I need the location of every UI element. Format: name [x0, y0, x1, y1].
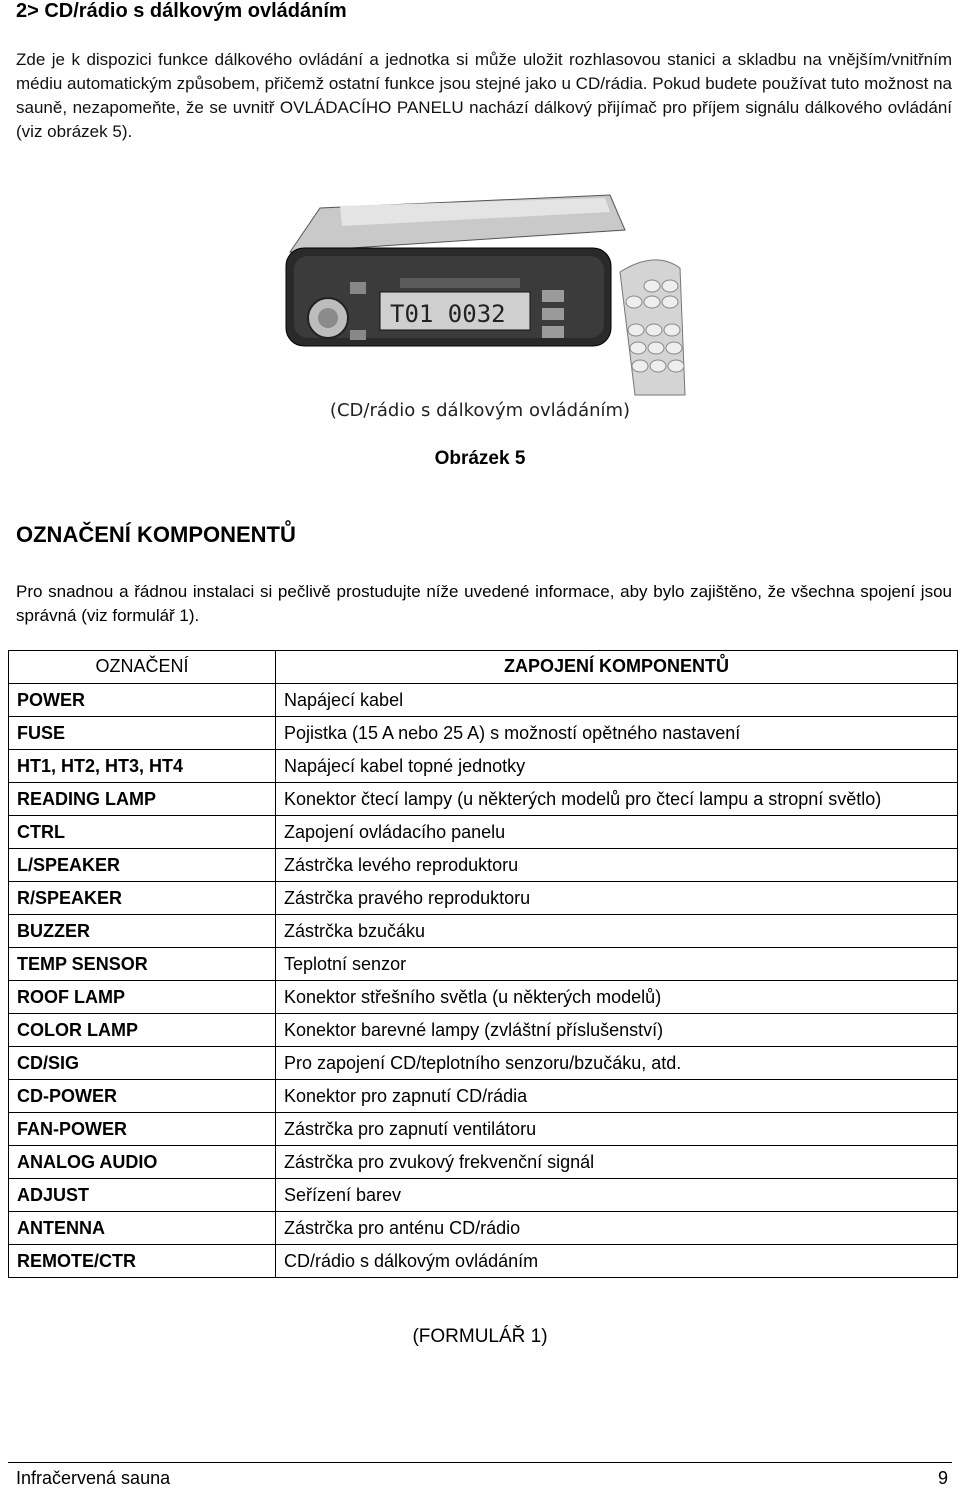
cd-radio-figure [280, 190, 700, 400]
component-description: Konektor čtecí lampy (u některých modelů pro čtecí lampu a stropní světlo) [276, 783, 958, 816]
figure-caption: (CD/rádio s dálkovým ovládáním) [329, 400, 631, 421]
component-label: POWER [9, 684, 276, 717]
component-description: Seřízení barev [276, 1179, 958, 1212]
table-body [9, 684, 958, 1278]
table-row [9, 1014, 958, 1047]
component-label: L/SPEAKER [9, 849, 276, 882]
table-row [9, 849, 958, 882]
component-description: Zástrčka bzučáku [276, 915, 958, 948]
component-label: CD/SIG [9, 1047, 276, 1080]
table-row [9, 783, 958, 816]
display-readout: T01 0032 [390, 300, 506, 328]
page-number: 9 [937, 1468, 948, 1488]
table-row [9, 750, 958, 783]
table-row [9, 1179, 958, 1212]
component-label: FAN-POWER [9, 1113, 276, 1146]
component-description: Napájecí kabel topné jednotky [276, 750, 958, 783]
table-row [9, 882, 958, 915]
components-heading: OZNAČENÍ KOMPONENTŮ [16, 522, 296, 547]
component-label: CTRL [9, 816, 276, 849]
table-row [9, 816, 958, 849]
table-row [9, 981, 958, 1014]
component-description: Pojistka (15 A nebo 25 A) s možností opětného nastavení [276, 717, 958, 750]
component-description: Zástrčka levého reproduktoru [276, 849, 958, 882]
component-description: Zapojení ovládacího panelu [276, 816, 958, 849]
component-label: COLOR LAMP [9, 1014, 276, 1047]
instructions-paragraph: Pro snadnou a řádnou instalaci si pečlivě prostudujte níže uvedené informace, aby bylo zajištěno, že všechna spojení jsou správná (viz formulář 1). [16, 582, 952, 625]
component-label: BUZZER [9, 915, 276, 948]
component-description: Konektor pro zapnutí CD/rádia [276, 1080, 958, 1113]
component-description: Napájecí kabel [276, 684, 958, 717]
remote-control [620, 260, 685, 395]
figure-label: Obrázek 5 [434, 448, 526, 469]
table-row [9, 1146, 958, 1179]
cd-radio-image [280, 190, 700, 400]
section-title: 2> CD/rádio s dálkovým ovládáním [16, 0, 347, 22]
footer-divider [8, 1462, 952, 1463]
component-description: Teplotní senzor [276, 948, 958, 981]
component-label: ANALOG AUDIO [9, 1146, 276, 1179]
component-label: FUSE [9, 717, 276, 750]
column-header-connection: ZAPOJENÍ KOMPONENTŮ [276, 651, 958, 684]
component-description: Konektor barevné lampy (zvláštní příslušenství) [276, 1014, 958, 1047]
component-label: TEMP SENSOR [9, 948, 276, 981]
component-description: Konektor střešního světla (u některých modelů) [276, 981, 958, 1014]
component-description: Zástrčka pro zapnutí ventilátoru [276, 1113, 958, 1146]
table-row [9, 1047, 958, 1080]
component-label: CD-POWER [9, 1080, 276, 1113]
component-description: Pro zapojení CD/teplotního senzoru/bzučáku, atd. [276, 1047, 958, 1080]
component-description: Zástrčka pro zvukový frekvenční signál [276, 1146, 958, 1179]
table-row [9, 1245, 958, 1278]
components-table [8, 650, 958, 1278]
intro-paragraph: Zde je k dispozici funkce dálkového ovládání a jednotka si může uložit rozhlasovou stanici a skladbu na vnějším/vnitřním médiu automatickým způsobem, přičemž ostatní funkce jsou stejné jako u CD/rádia. Pokud budete používat tuto možnost na sauně, nezapomeňte, že se uvnitř OVLÁDACÍHO PANELU nachází dálkový přijímač pro příjem signálu dálkového ovládání (viz obrázek 5). [16, 50, 952, 141]
form-label: (FORMULÁŘ 1) [412, 1326, 548, 1347]
component-description: Zástrčka pro anténu CD/rádio [276, 1212, 958, 1245]
table-row [9, 717, 958, 750]
table-header-row [9, 651, 958, 684]
table-row [9, 684, 958, 717]
table-row [9, 915, 958, 948]
component-label: R/SPEAKER [9, 882, 276, 915]
table-row [9, 948, 958, 981]
component-label: HT1, HT2, HT3, HT4 [9, 750, 276, 783]
component-label: ROOF LAMP [9, 981, 276, 1014]
component-label: ANTENNA [9, 1212, 276, 1245]
table-row [9, 1080, 958, 1113]
footer-title: Infračervená sauna [16, 1468, 171, 1488]
table-row [9, 1113, 958, 1146]
component-description: CD/rádio s dálkovým ovládáním [276, 1245, 958, 1278]
component-label: REMOTE/CTR [9, 1245, 276, 1278]
component-label: ADJUST [9, 1179, 276, 1212]
component-description: Zástrčka pravého reproduktoru [276, 882, 958, 915]
component-label: READING LAMP [9, 783, 276, 816]
table-row [9, 1212, 958, 1245]
column-header-label: OZNAČENÍ [9, 651, 276, 684]
